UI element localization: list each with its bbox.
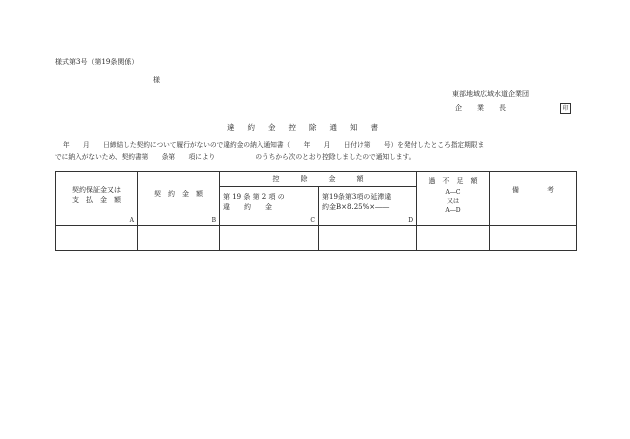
issuer-org: 東部地域広域水道企業団 — [452, 90, 529, 98]
body-line-2: でに納入がないため、契約書第 条第 項により のうちから次のとおり控除しましたので通知します。 — [55, 153, 416, 161]
recipient-suffix: 様 — [153, 76, 160, 84]
remarks-value-cell[interactable] — [490, 226, 577, 251]
delay-penalty-value-cell[interactable] — [319, 226, 417, 251]
deduction-sub1-line2: 違 約 金 — [223, 203, 272, 211]
letter-a: A — [129, 217, 134, 224]
letter-d: D — [408, 217, 413, 224]
excess-header-cell — [417, 172, 490, 226]
seal-mark: 印 — [560, 103, 571, 114]
document-title: 違約金控除通知書 — [227, 123, 391, 132]
deposit-value-cell[interactable] — [56, 226, 138, 251]
deduction-table — [55, 171, 577, 251]
deposit-header-cell — [56, 172, 138, 226]
deduction-sub2-cell — [319, 187, 416, 225]
contract-header: 契 約 金 額 — [154, 190, 203, 198]
deposit-header-line1: 契約保証金又は — [72, 186, 121, 194]
deduction-sub1-line1: 第 19 条 第 2 項 の — [223, 193, 285, 201]
issuer-title: 企 業 長 — [455, 104, 510, 112]
excess-header-line3: 又は — [446, 198, 459, 205]
excess-header-line1: 過 不 足 額 — [428, 177, 478, 185]
excess-value-cell[interactable] — [417, 226, 490, 251]
deduction-header: 控 除 金 額 — [220, 172, 416, 187]
deduction-sub2-line2: 約金B×8.25%×―― — [322, 203, 390, 211]
remarks-header-cell — [490, 172, 577, 226]
deduction-sub2-line1: 第19条第3項の延滞違 — [322, 193, 392, 201]
body-line-1: 年 月 日締結した契約について履行がないので違約金の納入通知書（ 年 月 日付け第 号）を発付したところ指定期限ま — [63, 141, 485, 149]
remarks-header: 備 考 — [512, 186, 554, 194]
contract-header-cell — [138, 172, 220, 226]
excess-header-line4: A―D — [445, 207, 461, 214]
deduction-sub1-cell — [220, 187, 319, 225]
penalty-value-cell[interactable] — [220, 226, 319, 251]
letter-c: C — [310, 217, 315, 224]
table-row — [56, 226, 577, 251]
deposit-header-line2: 支 払 金 額 — [72, 196, 121, 204]
excess-header-line2: A―C — [445, 189, 461, 196]
contract-value-cell[interactable] — [138, 226, 220, 251]
form-id: 様式第3号（第19条関係） — [55, 58, 139, 66]
deduction-header-cell — [220, 172, 417, 226]
letter-b: B — [211, 217, 216, 224]
